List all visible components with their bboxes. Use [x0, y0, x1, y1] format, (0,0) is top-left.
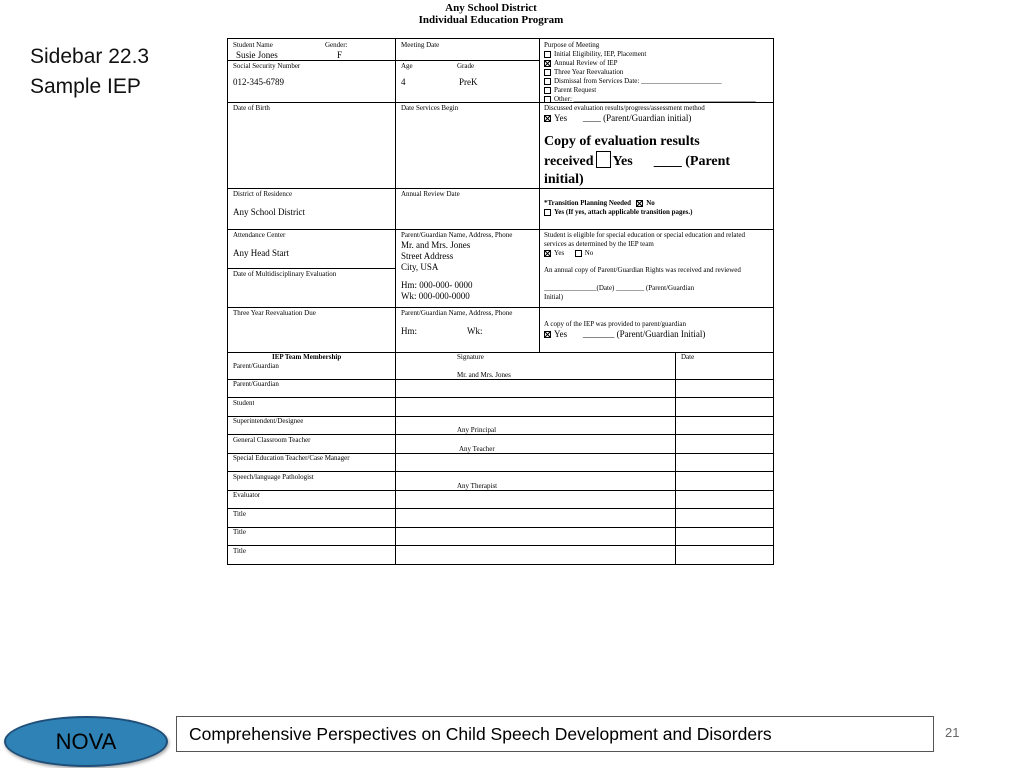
student-name-cell: [233, 41, 393, 61]
team-signature: Any Teacher: [459, 445, 495, 453]
team-signature: Any Therapist: [457, 482, 498, 490]
purpose-label: Purpose of Meeting: [544, 41, 600, 49]
ssn-label: Social Security Number: [233, 62, 301, 70]
grid-line: [395, 352, 396, 565]
grid-line: [228, 490, 773, 491]
guardian2-cell: [401, 309, 537, 337]
book-title: Comprehensive Perspectives on Child Speech Development and Disorders: [189, 723, 772, 744]
date-header: Date: [681, 353, 695, 361]
iep-form: [227, 38, 774, 565]
nova-logo: [4, 716, 168, 767]
copy-eval-line3: initial): [544, 172, 584, 187]
gender-value: F: [337, 50, 343, 60]
purpose-option-label: Three Year Reevaluation: [554, 68, 624, 76]
team-role: Special Education Teacher/Case Manager: [233, 454, 350, 462]
checkbox-discussed-yes[interactable]: [544, 115, 551, 122]
guardian-label: Parent/Guardian Name, Address, Phone: [401, 231, 513, 239]
checkbox-dismissal[interactable]: [544, 78, 551, 85]
guardian2-hm: Hm:: [401, 326, 418, 336]
guardian-home-phone: Hm: 000-000- 0000: [401, 280, 473, 290]
page-number: 21: [945, 725, 960, 740]
guardian-city: City, USA: [401, 262, 439, 272]
grade-label: Grade: [457, 62, 475, 70]
checkbox-transition-no[interactable]: [636, 200, 643, 207]
eligible-yes-label: Yes: [554, 249, 565, 257]
attendance-cell: [233, 231, 393, 259]
eligible-text-1: Student is eligible for special education or special education and related: [544, 231, 745, 239]
team-role: Title: [233, 510, 246, 518]
book-title-box: [176, 716, 934, 752]
discussed-label: Discussed evaluation results/progress/assessment method: [544, 104, 705, 112]
district-value: Any School District: [233, 207, 305, 217]
district-cell: [233, 190, 393, 218]
transition-no-label: No: [646, 199, 655, 207]
grid-line: [228, 397, 773, 398]
team-role: Evaluator: [233, 491, 261, 499]
team-header: IEP Team Membership: [272, 353, 342, 361]
team-signature: Any Principal: [457, 426, 497, 434]
purpose-option-label: Other: ____________________________________________________: [554, 95, 756, 103]
transition-yes-label: Yes (If yes, attach applicable transition pages.): [554, 208, 693, 216]
gender-label: Gender:: [325, 41, 348, 49]
eligible-no-label: No: [584, 249, 594, 257]
eligible-text-2: services as determined by the IEP team: [544, 240, 654, 248]
grid-line: [228, 268, 395, 269]
program-heading: Individual Education Program: [418, 14, 564, 26]
team-role: Student: [233, 399, 255, 407]
checkbox-initial-eligibility[interactable]: [544, 51, 551, 58]
age-label: Age: [401, 62, 413, 70]
team-role: Title: [233, 547, 246, 555]
grid-line: [228, 307, 773, 308]
team-role: Title: [233, 528, 246, 536]
grid-line: [228, 471, 773, 472]
slide-title-line1: Sidebar 22.3: [30, 45, 150, 68]
ssn-value: 012-345-6789: [233, 77, 284, 87]
dob-label: Date of Birth: [233, 104, 270, 112]
iep-copy-initial: _______ (Parent/Guardian Initial): [582, 329, 706, 339]
rights-line: _______________(Date) ________ (Parent/Guardian: [544, 284, 695, 292]
copy-eval-parent: ____ (Parent: [653, 154, 731, 169]
attendance-label: Attendance Center: [233, 231, 286, 239]
purpose-option-label: Parent Request: [554, 86, 597, 94]
team-role: Parent/Guardian: [233, 380, 279, 388]
document-header: [228, 2, 754, 26]
iep-copy-yes-label: Yes: [554, 329, 568, 339]
rights-text: An annual copy of Parent/Guardian Rights was received and reviewed: [544, 266, 741, 274]
grid-line: [228, 229, 773, 230]
purpose-option-label: Annual Review of IEP: [554, 59, 618, 67]
grid-line: [228, 416, 773, 417]
nova-logo-text: NOVA: [55, 728, 117, 754]
grid-line: [539, 39, 540, 352]
attendance-value: Any Head Start: [233, 248, 289, 258]
mde-label: Date of Multidisciplinary Evaluation: [233, 270, 337, 278]
checkbox-other[interactable]: [544, 96, 551, 103]
team-signature: Mr. and Mrs. Jones: [457, 371, 511, 379]
grid-line: [228, 508, 773, 509]
age-grade-cell: [401, 62, 537, 88]
guardian-name: Mr. and Mrs. Jones: [401, 240, 471, 250]
guardian2-wk: Wk:: [467, 326, 483, 336]
grade-value: PreK: [459, 77, 478, 87]
eligibility-cell: [544, 231, 772, 302]
checkbox-iep-copy-yes[interactable]: [544, 331, 551, 338]
meeting-date-label: Meeting Date: [401, 41, 440, 49]
rights-line2: Initial): [544, 293, 564, 301]
team-role: General Classroom Teacher: [233, 436, 311, 444]
discussed-initial-label: ____ (Parent/Guardian initial): [582, 113, 692, 123]
checkbox-transition-yes[interactable]: [544, 209, 551, 216]
checkbox-annual-review[interactable]: [544, 60, 551, 67]
guardian-street: Street Address: [401, 251, 454, 261]
purpose-option-label: Initial Eligibility, IEP, Placement: [554, 50, 647, 58]
district-label: District of Residence: [233, 190, 293, 198]
checkbox-three-year-reevaluation[interactable]: [544, 69, 551, 76]
guardian-work-phone: Wk: 000-000-0000: [401, 291, 470, 301]
age-value: 4: [401, 77, 406, 87]
checkbox-copy-eval[interactable]: [596, 151, 611, 168]
discussed-yes-label: Yes: [554, 113, 568, 123]
grid-line: [228, 434, 773, 435]
grid-line: [395, 39, 396, 352]
checkbox-parent-request[interactable]: [544, 87, 551, 94]
district-heading: Any School District: [445, 2, 537, 14]
copy-eval-line1: Copy of evaluation results: [544, 134, 700, 149]
iep-copy-cell: [544, 320, 772, 340]
transition-cell: [544, 199, 772, 217]
team-role: Parent/Guardian: [233, 362, 279, 370]
grid-line: [675, 352, 676, 565]
evaluation-discussion-cell: [544, 104, 772, 189]
signature-header: Signature: [457, 353, 484, 361]
purpose-of-meeting: [544, 41, 772, 104]
checkbox-eligible-yes[interactable]: [544, 250, 551, 257]
copy-eval-yes: Yes: [612, 154, 633, 169]
copy-eval-received: received: [544, 154, 594, 169]
slide-title: [30, 42, 149, 102]
student-name-label: Student Name: [233, 41, 273, 49]
student-name-value: Susie Jones: [236, 50, 278, 60]
checkbox-eligible-no[interactable]: [575, 250, 582, 257]
three-year-label: Three Year Reevaluation Due: [233, 309, 316, 317]
date-services-label: Date Services Begin: [401, 104, 459, 112]
grid-line: [228, 545, 773, 546]
grid-line: [228, 527, 773, 528]
guardian2-label: Parent/Guardian Name, Address, Phone: [401, 309, 513, 317]
slide-title-line2: Sample IEP: [30, 75, 141, 98]
guardian-cell: [401, 231, 537, 302]
team-role: Speech/language Pathologist: [233, 473, 314, 481]
team-role: Superintendent/Designee: [233, 417, 304, 425]
purpose-option-label: Dismissal from Services Date: _______________________: [554, 77, 722, 85]
ssn-cell: [233, 62, 393, 88]
annual-review-label: Annual Review Date: [401, 190, 460, 198]
transition-label: *Transition Planning Needed: [544, 199, 631, 207]
iep-copy-text: A copy of the IEP was provided to parent/guardian: [544, 320, 687, 328]
